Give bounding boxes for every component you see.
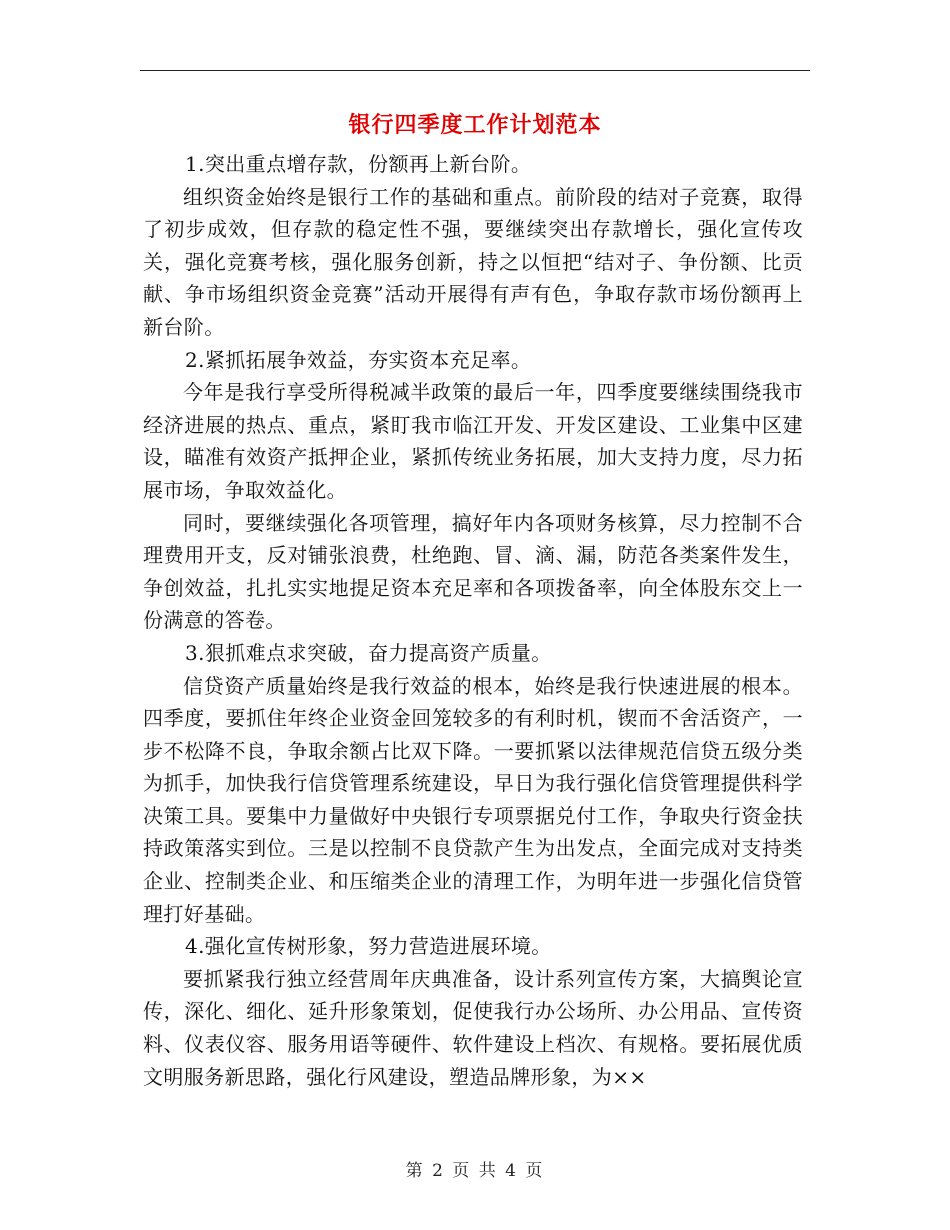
section-heading-1: 1.突出重点增存款，份额再上新台阶。 (185, 152, 532, 176)
paragraph: 同时，要继续强化各项管理，搞好年内各项财务核算，尽力控制不合理费用开支，反对铺张浪费，杜绝跑、冒、滴、漏，防范各类案件发生，争创效益，扎扎实实地提足资本充足率和各项拨备率，向全体股东交上一份满意的答卷。 (143, 510, 803, 633)
section-heading-4: 4.强化宣传树形象，努力营造进展环境。 (185, 934, 552, 959)
section-heading-2: 2.紧抓拓展争效益，夯实资本充足率。 (185, 347, 532, 372)
header-rule (140, 70, 810, 71)
section-heading-3: 3.狠抓难点求突破，奋力提高资产质量。 (185, 640, 552, 665)
paragraph: 组织资金始终是银行工作的基础和重点。前阶段的结对子竞赛，取得了初步成效，但存款的稳定性不强，要继续突出存款增长，强化宣传攻关，强化竞赛考核，强化服务创新，持之以恒把“结对子、争份额、比贡献、争市场组织资金竞赛”活动开展得有声有色，争取存款市场份额再上新台阶。 (143, 184, 803, 339)
paragraph: 信贷资产质量始终是我行效益的根本，始终是我行快速进展的根本。四季度，要抓住年终企业资金回笼较多的有利时机，锲而不舍活资产，一步不松降不良，争取余额占比双下降。一要抓紧以法律规范信贷五级分类为抓手，加快我行信贷管理系统建设，早日为我行强化信贷管理提供科学决策工具。要集中力量做好中央银行专项票据兑付工作，争取央行资金扶持政策落实到位。三是以控制不良贷款产生为出发点，全面完成对支持类企业、控制类企业、和压缩类企业的清理工作，为明年进一步强化信贷管理打好基础。 (143, 673, 803, 926)
page-title: 银行四季度工作计划范本 (348, 112, 602, 138)
paragraph: 今年是我行享受所得税减半政策的最后一年，四季度要继续围绕我市经济进展的热点、重点，紧盯我市临江开发、开发区建设、工业集中区建设，瞄准有效资产抵押企业，紧抓传统业务拓展，加大支持力度，尽力拓展市场，争取效益化。 (143, 380, 803, 502)
page-footer: 第 2 页 共 4 页 (405, 1161, 545, 1181)
document-body (143, 148, 803, 1093)
paragraph: 要抓紧我行独立经营周年庆典准备，设计系列宣传方案，大搞舆论宣传，深化、细化、延升形象策划，促使我行办公场所、办公用品、宣传资料、仪表仪容、服务用语等硬件、软件建设上档次、有规格。要拓展优质文明服务新思路，强化行风建设，塑造品牌形象，为×× (143, 966, 803, 1089)
